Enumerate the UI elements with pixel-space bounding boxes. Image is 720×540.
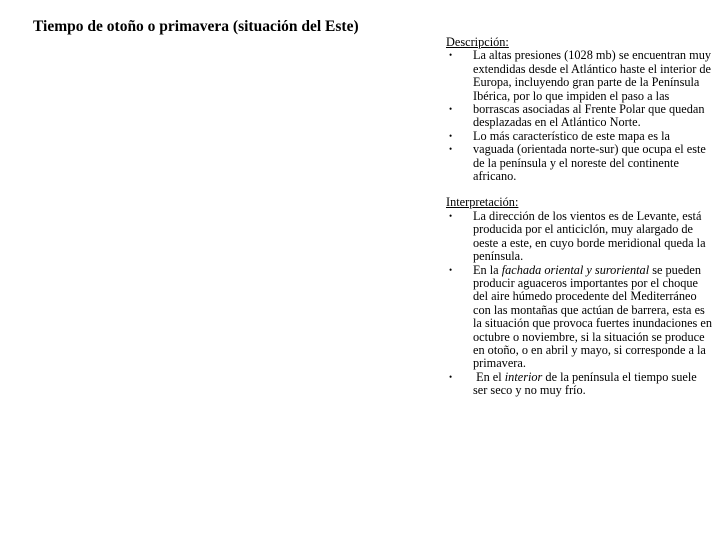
bullet-icon: • [449,371,453,382]
interpretation-bullet [446,264,714,371]
description-bullet-text: Lo más característico de este mapa es la [473,128,670,143]
emphasis-text: interior [504,369,543,384]
interpretation-bullet-text [473,370,697,397]
description-bullet-text: borrascas asociadas al Frente Polar que quedan desplazadas en el Atlántico Norte. [473,102,705,130]
description-bullet [446,103,714,130]
description-bullet [446,130,714,143]
interpretation-list [446,210,714,398]
bullet-icon: • [449,130,453,141]
interpretation-section [446,196,714,397]
bullet-text-prefix: En el [476,369,505,384]
interpretation-bullet [446,210,714,264]
description-bullet-text: vaguada (orientada norte-sur) que ocupa el este de la península y el noreste del continente africano. [473,142,706,184]
description-bullet [446,143,714,183]
interpretation-bullet-text [473,263,712,371]
interpretation-bullet [446,371,714,398]
text-column [446,36,714,398]
description-heading: Descripción: [446,35,509,49]
description-section [446,36,714,183]
bullet-icon: • [449,210,453,221]
description-bullet-text: La altas presiones (1028 mb) se encuentran muy extendidas desde el Atlántico haste el interior de Europa, incluyendo gran parte de la Península Ibérica, por lo que impiden el paso a las [473,48,712,103]
emphasis-text: fachada oriental y suroriental [501,262,650,277]
bullet-text-suffix: de la península el tiempo suele ser seco y no muy frío. [473,369,697,398]
interpretation-heading: Interpretación: [446,195,519,210]
description-list [446,49,714,183]
interpretation-bullet-text: La dirección de los vientos es de Levante, está producida por el anticiclón, muy alargado de oeste a este, en cuyo borde meridional queda la península. [473,208,706,264]
bullet-text-prefix: En la [473,262,502,277]
description-bullet [446,49,714,103]
slide-title: Tiempo de otoño o primavera (situación del Este) [33,18,359,35]
bullet-icon: • [449,104,453,115]
bullet-icon: • [449,50,453,61]
bullet-icon: • [449,144,453,155]
bullet-icon: • [449,264,453,275]
bullet-text-suffix: se pueden producir aguaceros importantes por el choque del aire húmedo procedente del Mediterráneo con las montañas que actúan de barrera, esta es la situación que provoca fuertes inundaciones en octubre o noviembre, si la situación se produce en otoño, o en abril y mayo, si corresponde a la primavera. [473,262,713,371]
